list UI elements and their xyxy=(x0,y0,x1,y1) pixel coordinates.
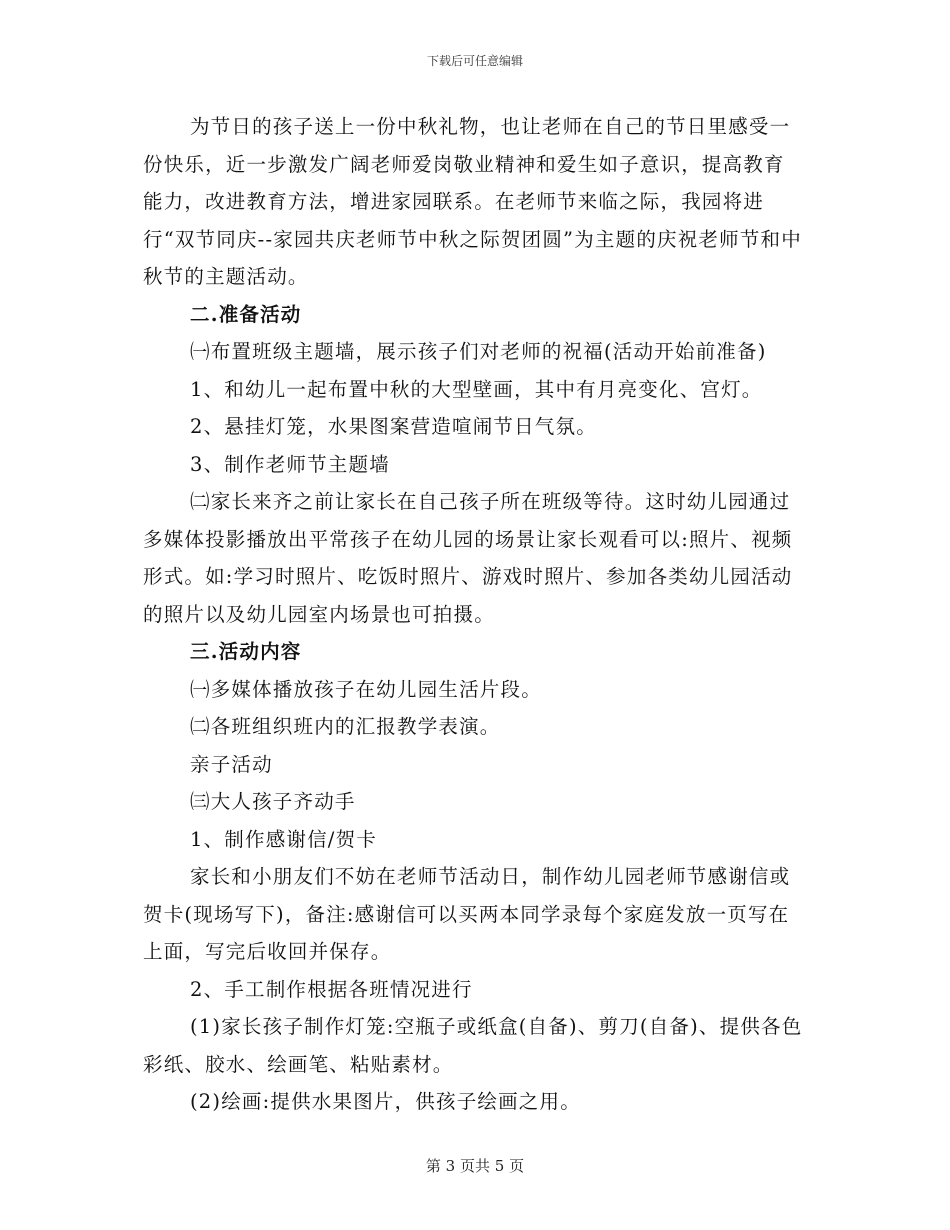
list-item: ㈠布置班级主题墙，展示孩子们对老师的祝福(活动开始前准备) xyxy=(190,340,767,363)
list-item: 1、和幼儿一起布置中秋的大型壁画，其中有月亮变化、宫灯。 xyxy=(190,377,763,401)
subheading-parent-child: 亲子活动 xyxy=(190,752,273,776)
list-item: ㈡各班组织班内的汇报教学表演。 xyxy=(190,715,501,738)
section-heading-content: 三.活动内容 xyxy=(190,640,302,663)
list-item: 1、制作感谢信/贺卡 xyxy=(190,827,377,851)
list-item: ㈢大人孩子齐动手 xyxy=(190,790,356,813)
list-item: 3、制作老师节主题墙 xyxy=(190,452,390,476)
page-header: 下载后可任意编辑 xyxy=(426,54,523,68)
body-paragraph: 家长和小朋友们不妨在老师节活动日，制作幼儿园老师节感谢信或贺卡(现场写下)，备注:感谢信可以买两本同学录每个家庭发放一页写在上面，写完后收回并保存。 xyxy=(143,865,791,963)
list-item: (2)绘画:提供水果图片，供孩子绘画之用。 xyxy=(190,1090,581,1113)
list-item: ㈠多媒体播放孩子在幼儿园生活片段。 xyxy=(190,677,542,701)
body-paragraph: ㈡家长来齐之前让家长在自己孩子所在班级等待。这时幼儿园通过多媒体投影播放出平常孩子在幼儿园的场景让家长观看可以:照片、视频形式。如:学习时照片、吃饭时照片、游戏时照片、参加各类幼儿园活动的照片以及幼儿园室内场景也可拍摄。 xyxy=(143,490,793,626)
page-footer: 第 3 页共 5 页 xyxy=(425,1157,525,1175)
section-heading-preparation: 二.准备活动 xyxy=(190,302,302,326)
body-paragraph: (1)家长孩子制作灯笼:空瓶子或纸盒(自备)、剪刀(自备)、提供各色彩纸、胶水、绘画笔、粘贴素材。 xyxy=(143,1015,803,1076)
document-body xyxy=(143,108,805,1121)
intro-paragraph: 为节日的孩子送上一份中秋礼物，也让老师在自己的节日里感受一份快乐，近一步激发广阔老师爱岗敬业精神和爱生如子意识，提高教育能力，改进教育方法，增进家园联系。在老师节来临之际，我园将进行“双节同庆--家园共庆老师节中秋之际贺团圆”为主题的庆祝老师节和中秋节的主题活动。 xyxy=(143,115,802,288)
list-item: 2、悬挂灯笼，水果图案营造喧闹节日气氛。 xyxy=(190,415,597,438)
list-item: 2、手工制作根据各班情况进行 xyxy=(190,977,473,1001)
